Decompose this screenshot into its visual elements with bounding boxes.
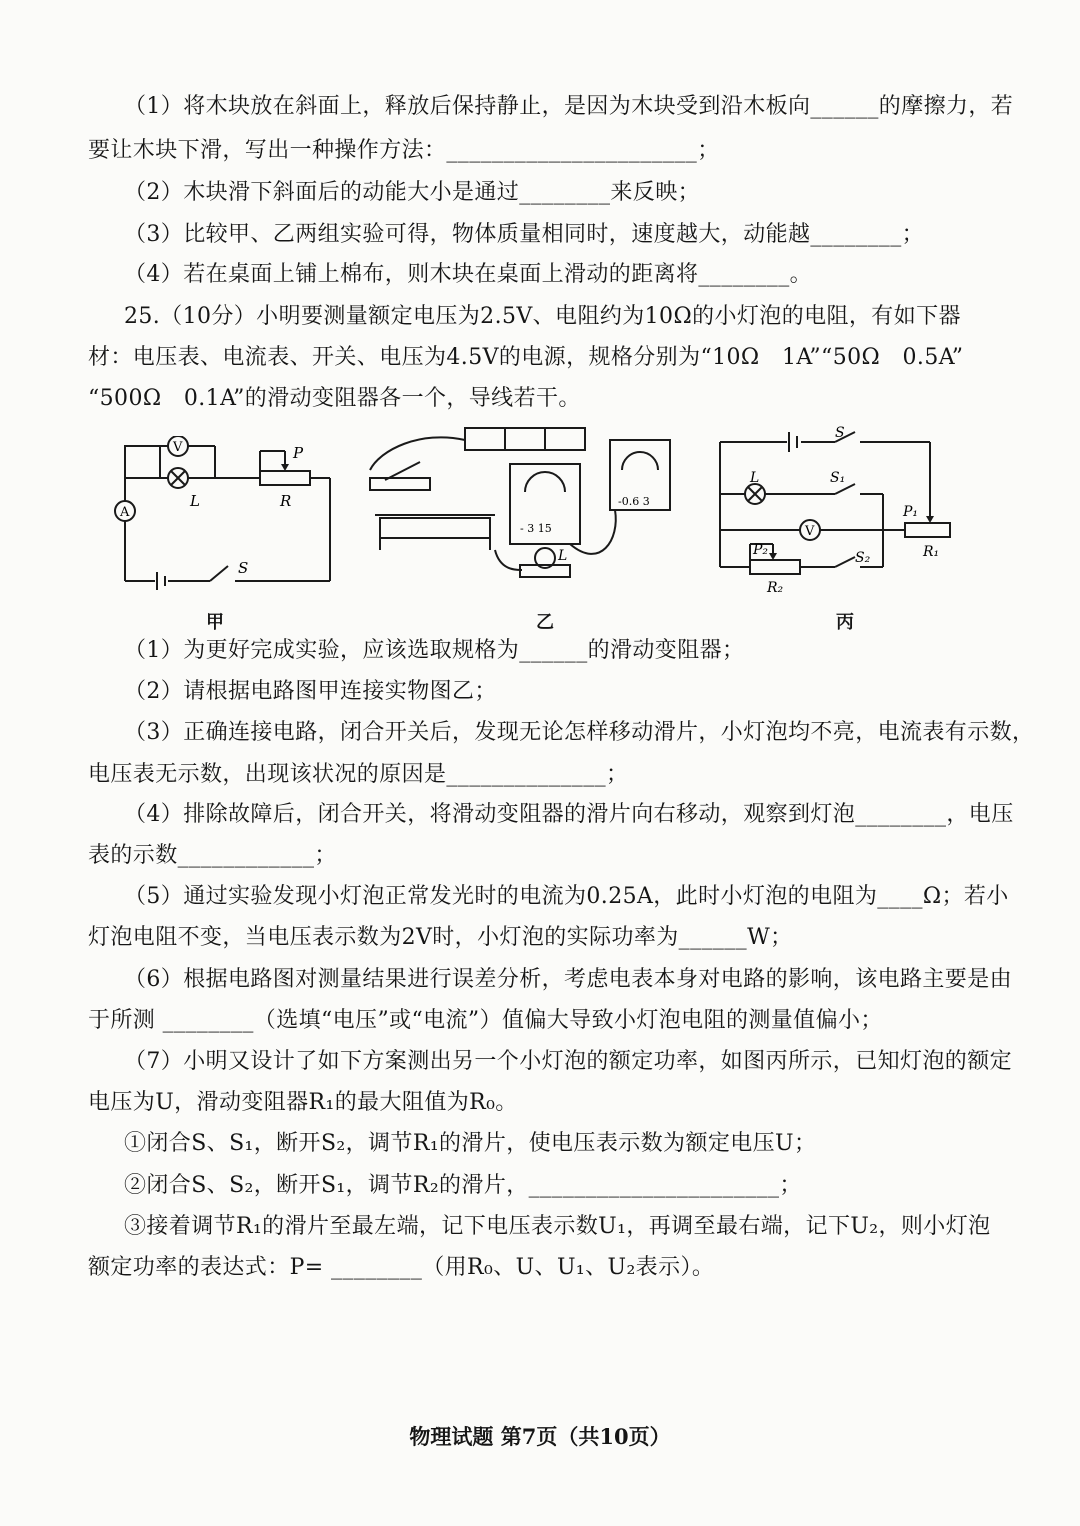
q24-part4: （4）若在桌面上铺上棉布，则木块在桌面上滑动的距离将________。 [124,262,812,287]
q25-step2: ②闭合S、S₂，断开S₁，调节R₂的滑片，______________________； [124,1173,802,1198]
circuit-diagram-bing [705,422,965,597]
label-L: L [190,492,200,510]
q24-part1-line1: （1）将木块放在斜面上，释放后保持静止，是因为木块受到沿木板向______的摩擦力，若 [124,94,1014,119]
label-A: A [120,505,130,520]
q25-part7-line2: 电压为U，滑动变阻器R₁的最大阻值为R₀。 [88,1090,518,1115]
label-R: R [280,492,292,510]
q25-part5-line1: （5）通过实验发现小灯泡正常发光时的电流为0.25A，此时小灯泡的电阻为____Ω；若小 [124,884,1009,909]
label-L-bing: L [750,470,760,486]
q25-part4-line1: （4）排除故障后，闭合开关，将滑动变阻器的滑片向右移动，观察到灯泡________，电压 [124,802,1014,827]
caption-jia: 甲 [206,612,224,633]
q25-part6-line2: 于所测 ________（选填“电压”或“电流”）值偏大导致小灯泡电阻的测量值偏小； [88,1008,883,1033]
voltmeter-terminals: - 3 15 [520,522,552,535]
label-S2: S₂ [855,550,871,566]
label-L-yi: L [558,548,568,564]
q25-stem-line3: “500Ω 0.1A”的滑动变阻器各一个，导线若干。 [88,386,581,411]
page-footer: 物理试题 第7页（共10页） [409,1424,671,1449]
ammeter-terminals: -0.6 3 [618,495,650,508]
q25-stem-line1: 25.（10分）小明要测量额定电压为2.5V、电阻约为10Ω的小灯泡的电阻，有如下器 [124,304,961,329]
q25-step1: ①闭合S、S₁，断开S₂，调节R₁的滑片，使电压表示数为额定电压U； [124,1131,817,1156]
label-S-bing: S [835,425,845,441]
label-R1: R₁ [923,544,940,560]
label-S1: S₁ [830,470,846,486]
q25-part3-line1: （3）正确连接电路，闭合开关后，发现无论怎样移动滑片，小灯泡均不亮，电流表有示数， [124,720,1035,745]
label-P2: P₂ [753,542,769,558]
label-P: P [293,444,304,462]
q24-part1-line2: 要让木块下滑，写出一种操作方法：______________________； [88,138,720,163]
apparatus-diagram-yi [360,420,680,590]
q25-stem-line2: 材：电压表、电流表、开关、电压为4.5V的电源，规格分别为“10Ω 1A”“50Ω 0.5A” [88,345,964,370]
q25-part3-line2: 电压表无示数，出现该状况的原因是______________； [88,762,629,787]
q25-part4-line2: 表的示数____________； [88,843,337,868]
q24-part2: （2）木块滑下斜面后的动能大小是通过________来反映； [124,180,700,205]
caption-yi: 乙 [536,612,554,633]
label-S: S [238,559,249,577]
q25-step3-line1: ③接着调节R₁的滑片至最左端，记下电压表示数U₁，再调至最右端，记下U₂，则小灯泡 [124,1214,991,1239]
q25-part1: （1）为更好完成实验，应该选取规格为______的滑动变阻器； [124,638,745,663]
label-V-bing: V [805,524,815,539]
q24-part3: （3）比较甲、乙两组实验可得，物体质量相同时，速度越大，动能越________； [124,222,924,247]
caption-bing: 丙 [836,612,854,633]
q25-part2: （2）请根据电路图甲连接实物图乙； [124,679,497,704]
circuit-diagram-jia [110,436,350,596]
q25-part7-line1: （7）小明又设计了如下方案测出另一个小灯泡的额定功率，如图丙所示，已知灯泡的额定 [124,1049,1012,1074]
label-P1: P₁ [903,504,919,520]
q25-step3-line2: 额定功率的表达式：P= ________（用R₀、U、U₁、U₂表示）。 [88,1255,715,1280]
q25-part5-line2: 灯泡电阻不变，当电压表示数为2V时，小灯泡的实际功率为______W； [88,925,793,950]
label-V: V [173,440,183,455]
label-R2: R₂ [767,580,784,596]
q25-part6-line1: （6）根据电路图对测量结果进行误差分析，考虑电表本身对电路的影响，该电路主要是由 [124,967,1012,992]
